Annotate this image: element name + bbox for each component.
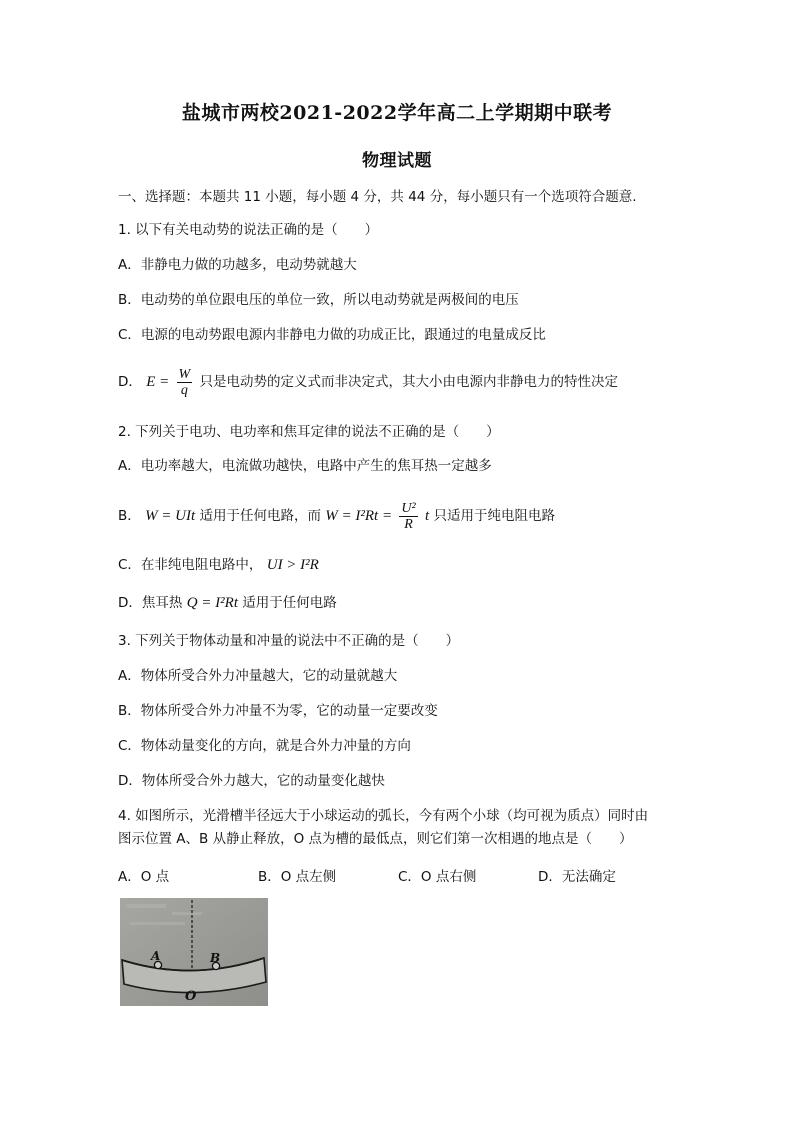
q2-c-formula: UI > I²R <box>266 557 319 573</box>
q2-option-d <box>118 594 678 612</box>
q1-option-b: B．电动势的单位跟电压的单位一致，所以电动势就是两极间的电压 <box>118 292 519 308</box>
q1-d-fraction <box>177 367 193 398</box>
q1-option-a: A．非静电力做的功越多，电动势就越大 <box>118 257 357 273</box>
q2-b-prefix: B． <box>118 508 141 524</box>
exam-title: 盐城市两校2021-2022学年高二上学期期中联考 <box>181 102 613 124</box>
q2-d-formula: Q = I²Rt <box>186 595 238 611</box>
q3-option-c: C．物体动量变化的方向，就是合外力冲量的方向 <box>118 738 411 754</box>
q2-b-text-2: 只适用于纯电阻电路 <box>433 508 555 524</box>
q2-option-b <box>118 490 678 542</box>
q2-d-text: D．焦耳热 <box>118 595 183 611</box>
q3-option-b: B．物体所受合外力冲量不为零，它的动量一定要改变 <box>118 703 438 719</box>
q2-b-numerator: U² <box>401 500 416 516</box>
q4-stem-line-1: 4. 如图所示，光滑槽半径远大于小球运动的弧长，今有两个小球（均可视为质点）同时由 <box>118 808 649 824</box>
q1-d-prefix: D． <box>118 374 142 390</box>
q2-b-text-1: 适用于任何电路，而 <box>199 508 321 524</box>
label-o: O <box>185 989 197 1004</box>
q4-option-b: B．O 点左侧 <box>258 869 337 885</box>
q1-option-c: C．电源的电动势跟电源内非静电力做的功成正比，跟通过的电量成反比 <box>118 327 546 343</box>
q2-option-c <box>118 556 678 574</box>
q2-b-formula-1: W = UIt <box>145 508 196 524</box>
q1-option-d <box>118 356 678 408</box>
groove-diagram <box>120 898 268 1006</box>
q1-d-text: 只是电动势的定义式而非决定式，其大小由电源内非静电力的特性决定 <box>199 374 619 390</box>
q4-option-c: C．O 点右侧 <box>398 869 477 885</box>
groove-figure <box>120 898 268 1006</box>
q2-b-formula-2: W = I²Rt = <box>325 508 393 524</box>
section-heading: 一、选择题：本题共 11 小题，每小题 4 分，共 44 分，每小题只有一个选项符合题意. <box>118 189 637 205</box>
q4-option-a: A．O 点 <box>118 869 170 885</box>
q2-b-denominator: R <box>404 516 413 532</box>
q4-stem-line-2: 图示位置 A、B 从静止释放，O 点为槽的最低点，则它们第一次相遇的地点是（ ） <box>118 831 633 847</box>
q3-stem: 3. 下列关于物体动量和冲量的说法中不正确的是（ ） <box>118 633 460 649</box>
q3-option-d: D．物体所受合外力越大，它的动量变化越快 <box>118 773 385 789</box>
q2-option-a: A．电功率越大，电流做功越快，电路中产生的焦耳热一定越多 <box>118 458 492 474</box>
q1-d-denominator: q <box>180 382 188 398</box>
q1-d-formula-lhs: E = <box>146 374 170 390</box>
q2-stem: 2. 下列关于电功、电功率和焦耳定律的说法不正确的是（ ） <box>118 424 500 440</box>
q2-b-formula-3: t <box>425 508 430 524</box>
exam-subtitle: 物理试题 <box>362 151 432 171</box>
q4-option-d: D．无法确定 <box>538 869 616 885</box>
q1-stem: 1. 以下有关电动势的说法正确的是（ ） <box>118 222 379 238</box>
q3-option-a: A．物体所受合外力冲量越大，它的动量就越大 <box>118 668 398 684</box>
q2-c-text: C．在非纯电阻电路中， <box>118 557 263 573</box>
label-b: B <box>210 951 221 965</box>
q2-d-tail: 适用于任何电路 <box>242 595 337 611</box>
q2-b-fraction <box>399 501 417 532</box>
q1-d-numerator: W <box>178 366 191 382</box>
label-a: A <box>151 949 161 963</box>
